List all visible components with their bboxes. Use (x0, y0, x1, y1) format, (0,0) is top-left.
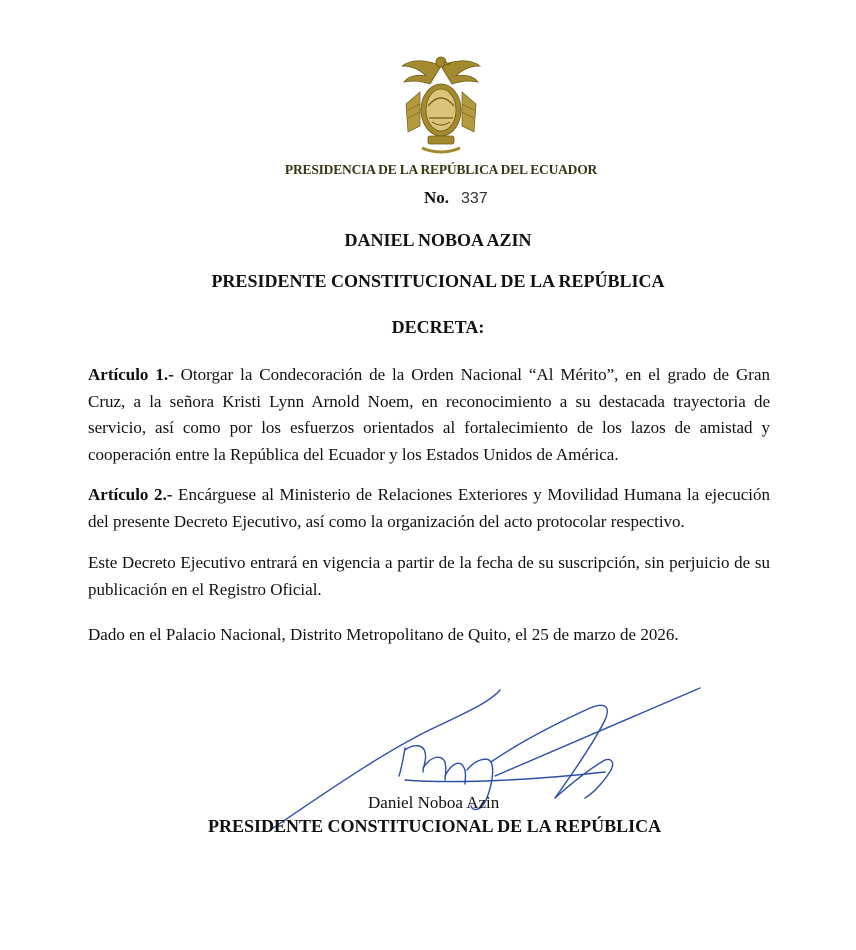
article-1 (88, 362, 770, 468)
signer-name: Daniel Noboa Azin (368, 793, 500, 812)
decree-number (424, 188, 488, 208)
article-2-label: Artículo 2.- (88, 485, 173, 504)
decree-number-value: 337 (461, 190, 488, 207)
president-title-heading: PRESIDENTE CONSTITUCIONAL DE LA REPÚBLICA (211, 271, 665, 291)
vigencia-paragraph: Este Decreto Ejecutivo entrará en vigencia a partir de la fecha de su suscripción, sin perjuicio de su publicación en el Registro Oficial. (88, 553, 770, 599)
article-2 (88, 482, 770, 535)
decreta-heading: DECRETA: (391, 317, 485, 337)
article-1-text: Otorgar la Condecoración de la Orden Nacional “Al Mérito”, en el grado de Gran Cruz, a la señora Kristi Lynn Arnold Noem, en reconocimiento a su destacada trayectoria de servicio, así como por los esfuerzos orientados al fortalecimiento de los lazos de amistad y cooperación entre la República del Ecuador y los Estados Unidos de América. (88, 365, 770, 464)
signer-title: PRESIDENTE CONSTITUCIONAL DE LA REPÚBLICA (208, 816, 662, 836)
article-1-label: Artículo 1.- (88, 365, 174, 384)
article-2-text: Encárguese al Ministerio de Relaciones Exteriores y Movilidad Humana la ejecución del presente Decreto Ejecutivo, así como la organización del acto protocolar respectivo. (88, 485, 770, 531)
president-name-heading: DANIEL NOBOA AZIN (344, 230, 532, 250)
decree-number-label: No. (424, 188, 450, 207)
coat-of-arms-icon (398, 52, 484, 160)
institution-name: PRESIDENCIA DE LA REPÚBLICA DEL ECUADOR (284, 162, 598, 177)
dado-paragraph: Dado en el Palacio Nacional, Distrito Metropolitano de Quito, el 25 de marzo de 2026. (88, 625, 679, 644)
